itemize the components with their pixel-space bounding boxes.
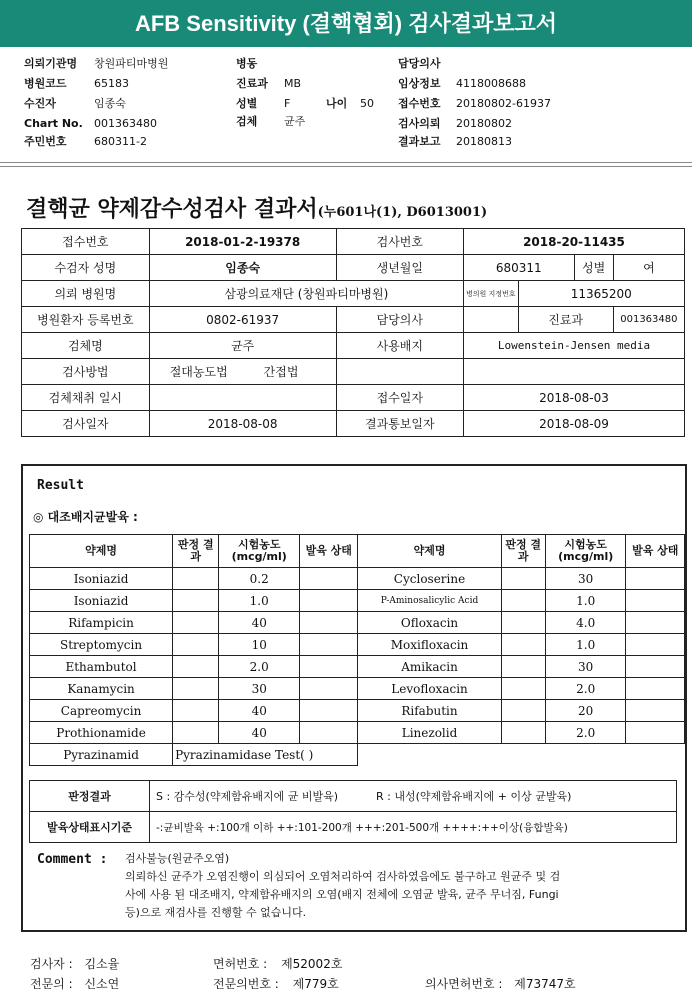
header-dept: 진료과 MB [236, 77, 302, 90]
tester-signature: 검사자 : 김소율 [30, 957, 120, 971]
table-row: Ethambutol 2.0 Amikacin 30 [30, 656, 685, 678]
page-title: 결핵균 약제감수성검사 결과서(누601나(1), D6013001) [26, 196, 488, 222]
drug-table [29, 534, 685, 766]
header-sex: 성별 F 나이 50 [236, 97, 374, 110]
header-request-date: 검사의뢰 20180802 [398, 117, 512, 130]
table-row: Pyrazinamid Pyrazinamidase Test( ) [30, 744, 685, 766]
header-specimen: 검체 균주 [236, 115, 306, 128]
table-row: 의뢰 병원명 삼광의료재단 (창원파티마병원) 병의원 지정번호 11365200 [22, 281, 685, 307]
table-row: Rifampicin 40 Ofloxacin 4.0 [30, 612, 685, 634]
header-ward: 병동 [236, 57, 258, 70]
header-hospital-code: 병원코드 65183 [24, 77, 129, 90]
table-row: Streptomycin 10 Moxifloxacin 1.0 [30, 634, 685, 656]
table-row: Isoniazid 0.2 Cycloserine 30 [30, 568, 685, 590]
table-row: 검사방법 절대농도법 간접법 [22, 359, 685, 385]
table-row: Capreomycin 40 Rifabutin 20 [30, 700, 685, 722]
table-row: 병원환자 등록번호 0802-61937 담당의사 진료과 001363480 [22, 307, 685, 333]
table-row: 수검자 성명 임종숙 생년월일 680311 성별 여 [22, 255, 685, 281]
table-row: 판정결과 S : 감수성(약제함유배지에 균 비발육) R : 내성(약제함유배지에 + 이상 균발육) [30, 781, 677, 812]
specialist-signature: 전문의 : 신소연 [30, 977, 120, 991]
comment-label: Comment : [37, 852, 108, 867]
title-code: (누601나(1), D6013001) [317, 205, 488, 220]
header-patient: 수진자 임종숙 [24, 97, 126, 110]
header-clinical-info: 임상정보 4118008688 [398, 77, 526, 90]
table-header-row: 약제명 판정 결과 시험농도 (mcg/ml) 발육 상태 약제명 판정 결과 시험농도 (mcg/ml) 발육 상태 [30, 535, 685, 568]
patient-info-table [21, 228, 685, 437]
divider [0, 166, 692, 167]
header-doctor: 담당의사 [398, 57, 441, 70]
report-banner: AFB Sensitivity (결핵협회) 검사결과보고서 [0, 0, 692, 47]
table-row: 검체명 균주 사용배지 Lowenstein-Jensen media [22, 333, 685, 359]
table-row: Isoniazid 1.0 P-Aminosalicylic Acid 1.0 [30, 590, 685, 612]
table-row: Prothionamide 40 Linezolid 2.0 [30, 722, 685, 744]
header-hospital-name: 의뢰기관명 창원파티마병원 [24, 57, 169, 70]
header-chart-no: Chart No. 001363480 [24, 117, 157, 130]
table-row: Kanamycin 30 Levofloxacin 2.0 [30, 678, 685, 700]
control-growth-label: ◎ 대조배지균발육 : [33, 510, 138, 524]
doctor-license: 의사면허번호 : 제73747호 [425, 977, 576, 991]
table-row: 검사일자 2018-08-08 결과통보일자 2018-08-09 [22, 411, 685, 437]
header-report-date: 결과보고 20180813 [398, 135, 512, 148]
table-row: 검체채취 일시 접수일자 2018-08-03 [22, 385, 685, 411]
table-row: 접수번호 2018-01-2-19378 검사번호 2018-20-11435 [22, 229, 685, 255]
header-receipt-no: 접수번호 20180802-61937 [398, 97, 551, 110]
header-resident-no: 주민번호 680311-2 [24, 135, 147, 148]
specialist-license: 전문의번호 : 제779호 [213, 977, 339, 991]
table-row: 발육상태표시기준 -:균비발육 +:100개 이하 ++:101-200개 +++:201-500개 ++++:++이상(융합발육) [30, 812, 677, 843]
hosp-code-label: 병의원 지정번호 [463, 281, 518, 307]
result-title: Result [37, 478, 84, 493]
tester-license: 면허번호 : 제52002호 [213, 957, 343, 971]
result-box: Result ◎ 대조배지균발육 : 약제명 판정 결과 시험농도 (mcg/ml) 발육 상태 약제명 판정 결과 시험농도 (mcg/ml) 발육 상태 Isoniazid 0.2 Cycloserine 30 Isoniazid 1.0 P-Aminosalicylic Acid 1.0 Rifampicin 40 Ofloxacin 4.0 Streptomycin 10 Moxifloxacin 1.0 Ethambutol 2.0 Amikacin 30 Kanamycin 30 Levofloxacin 2.0 Capreomycin 40 Rifabutin 20 Prothionamide 40 Linezolid 2.0 Pyrazinamid Pyrazinamidase Test( ) 판정결과 S : 감수성(약제함유배지에 균 비발육) R : 내성(약제함유배지에 + 이상 균발육) 발육상태표시기준 -:균비발육 +:100개 이하 ++:101-200개 +++:201-500개 ++++:++이상(융합발육) Comment : 검사불능(원균주오염) 의뢰하신 균주가 오염진행이 의심되어 오염처리하여 검사하였음에도 불구하고 원균주 및 검 사에 사용 된 대조배지, 약제함유배지의 오염(배지 전체에 오염균 발육, 균주 무너짐, Fungi 등)으로 재검사를 진행할 수 없습니다. [21, 464, 687, 932]
legend-table [29, 780, 677, 843]
divider [0, 162, 692, 163]
